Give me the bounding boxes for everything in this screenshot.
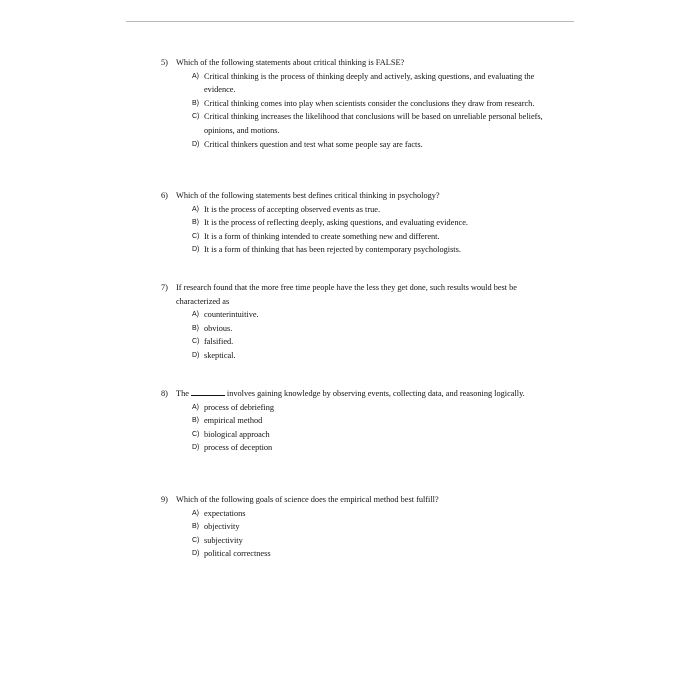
option-c xyxy=(192,335,561,349)
option-d xyxy=(192,441,561,455)
question-stem xyxy=(161,189,561,203)
question-stem xyxy=(161,56,561,70)
option-d xyxy=(192,243,561,257)
option-letter: A) xyxy=(192,403,199,411)
option-letter: B) xyxy=(192,219,199,227)
option-d xyxy=(192,138,561,152)
question-stem xyxy=(161,281,561,308)
option-text: It is the process of accepting observed events as true. xyxy=(204,204,381,214)
option-a xyxy=(192,401,561,415)
option-letter: A) xyxy=(192,509,199,517)
option-text: process of debriefing xyxy=(204,402,275,412)
option-letter: C) xyxy=(192,232,200,240)
option-text: biological approach xyxy=(204,429,270,439)
question-stem xyxy=(161,493,561,507)
question-8 xyxy=(161,387,561,455)
option-c xyxy=(192,230,561,244)
question-text: Which of the following statements about critical thinking is FALSE? xyxy=(176,58,405,67)
question-text: If research found that the more free time people have the less they get done, such results would best be characterized as xyxy=(176,283,517,306)
option-text: It is a form of thinking intended to create something new and different. xyxy=(204,231,440,241)
option-b xyxy=(192,216,561,230)
question-number: 7) xyxy=(161,283,168,292)
question-text: Which of the following statements best defines critical thinking in psychology? xyxy=(176,191,440,200)
option-b xyxy=(192,414,561,428)
option-a xyxy=(192,308,561,322)
option-c xyxy=(192,534,561,548)
option-text: falsified. xyxy=(204,337,234,347)
option-letter: D) xyxy=(192,246,200,254)
option-letter: B) xyxy=(192,324,199,332)
option-letter: C) xyxy=(192,113,200,121)
option-text: Critical thinkers question and test what some people say are facts. xyxy=(204,139,423,149)
option-letter: A) xyxy=(192,205,199,213)
question-number: 9) xyxy=(161,495,168,504)
fill-in-blank xyxy=(191,387,225,396)
option-letter: B) xyxy=(192,99,199,107)
option-a xyxy=(192,203,561,217)
option-c xyxy=(192,110,561,137)
option-text: empirical method xyxy=(204,416,263,426)
question-number: 6) xyxy=(161,191,168,200)
question-9 xyxy=(161,493,561,561)
option-text: skeptical. xyxy=(204,350,236,360)
option-text: Critical thinking is the process of thinking deeply and actively, asking questions, and evaluating the evidence. xyxy=(204,71,535,95)
option-letter: B) xyxy=(192,523,199,531)
option-text: expectations xyxy=(204,508,246,518)
option-text: It is the process of reflecting deeply, asking questions, and evaluating evidence. xyxy=(204,218,468,228)
option-letter: D) xyxy=(192,550,200,558)
option-text: political correctness xyxy=(204,549,271,559)
option-b xyxy=(192,97,561,111)
question-text-after-blank: involves gaining knowledge by observing events, collecting data, and reasoning logically. xyxy=(226,389,525,398)
option-letter: D) xyxy=(192,351,200,359)
option-letter: C) xyxy=(192,430,200,438)
question-number: 5) xyxy=(161,58,168,67)
option-b xyxy=(192,322,561,336)
option-text: It is a form of thinking that has been rejected by contemporary psychologists. xyxy=(204,245,461,255)
question-text-before-blank: The xyxy=(176,389,189,398)
top-divider xyxy=(126,21,574,22)
option-text: obvious. xyxy=(204,323,233,333)
question-text xyxy=(176,387,561,401)
option-d xyxy=(192,349,561,363)
question-5 xyxy=(161,56,561,151)
option-text: Critical thinking increases the likelihood that conclusions will be based on unreliable personal beliefs, opinions, and motions. xyxy=(204,112,543,135)
option-letter: A) xyxy=(192,72,199,80)
option-letter: D) xyxy=(192,140,200,148)
question-stem xyxy=(161,387,561,401)
option-letter: A) xyxy=(192,311,199,319)
option-letter: C) xyxy=(192,536,200,544)
option-letter: D) xyxy=(192,444,200,452)
option-a xyxy=(192,507,561,521)
option-b xyxy=(192,520,561,534)
option-c xyxy=(192,428,561,442)
option-letter: B) xyxy=(192,417,199,425)
option-a xyxy=(192,70,561,97)
question-number: 8) xyxy=(161,389,168,398)
option-d xyxy=(192,547,561,561)
question-text: Which of the following goals of science does the empirical method best fulfill? xyxy=(176,495,439,504)
option-letter: C) xyxy=(192,338,200,346)
option-text: process of deception xyxy=(204,443,273,453)
option-text: counterintuitive. xyxy=(204,310,259,320)
question-6 xyxy=(161,189,561,257)
option-text: Critical thinking comes into play when scientists consider the conclusions they draw from research. xyxy=(204,98,535,108)
option-text: objectivity xyxy=(204,522,240,532)
option-text: subjectivity xyxy=(204,535,243,545)
question-7 xyxy=(161,281,561,363)
